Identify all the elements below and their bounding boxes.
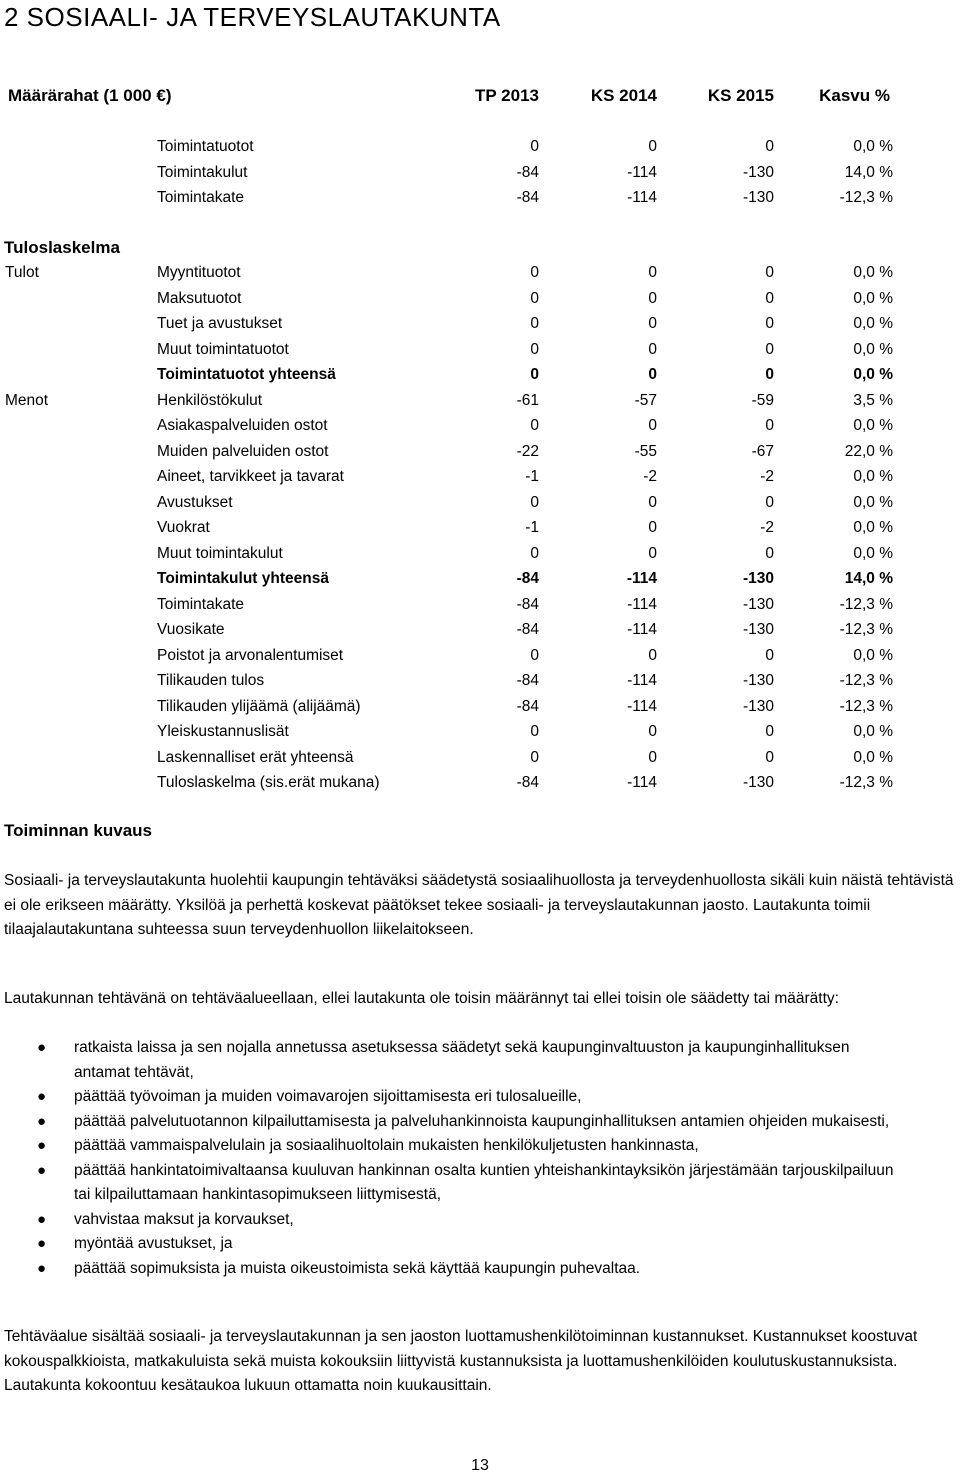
col-header-kasvu: Kasvu %: [819, 86, 890, 105]
cell-tp2013: -84: [516, 621, 539, 638]
cell-ks2014: 0: [648, 138, 657, 155]
cell-tp2013: 0: [530, 315, 539, 332]
list-item: [0, 1085, 894, 1110]
cell-tp2013: -61: [516, 392, 539, 409]
cell-tp2013: -1: [525, 519, 539, 536]
bullet-icon: ●: [37, 1088, 47, 1105]
row-label: Avustukset: [157, 494, 233, 511]
table-row: [0, 745, 960, 770]
cell-ks2014: 0: [648, 519, 657, 536]
cell-ks2014: 0: [648, 749, 657, 766]
list-item: [0, 1110, 894, 1135]
bullet-icon: ●: [37, 1235, 47, 1252]
cell-ks2015: 0: [765, 417, 774, 434]
cell-kasvu: -12,3 %: [839, 672, 893, 689]
cell-tp2013: 0: [530, 647, 539, 664]
bullet-icon: ●: [37, 1137, 47, 1154]
cell-ks2015: -130: [742, 189, 774, 206]
list-item-text: myöntää avustukset, ja: [74, 1235, 233, 1252]
cell-ks2015: -59: [751, 392, 774, 409]
list-item: [0, 1232, 894, 1257]
cell-ks2015: 0: [765, 545, 774, 562]
cell-kasvu: -12,3 %: [839, 596, 893, 613]
cell-ks2014: 0: [648, 545, 657, 562]
cell-ks2015: 0: [765, 290, 774, 307]
cell-kasvu: -12,3 %: [839, 774, 893, 791]
bullet-icon: ●: [37, 1210, 47, 1228]
cell-tp2013: 0: [530, 138, 539, 155]
cell-ks2014: 0: [648, 647, 657, 664]
paragraph-description: Sosiaali- ja terveyslautakunta huolehtii kaupungin tehtäväksi säädetystä sosiaalihuollosta ja terveydenhuollosta sikäli kuin näistä tehtävistä ei ole erikseen määrätty. Yksilöä ja perhettä koskevat päätökset tekee sosiaali- ja terveyslautakunnan jaosto. Lautakunta toimii tilaajalautakuntana suhteessa suun terveydenhuollon liikelaitokseen.: [4, 872, 954, 938]
paragraph-costs: Tehtäväalue sisältää sosiaali- ja terveyslautakunnan ja sen jaoston luottamushenkilötoiminnan kustannukset. Kustannukset koostuvat kokouspalkkioista, matkakuluista sekä muista kokouksiin liittyvistä kustannuksista ja luottamushenkilöiden koulutuskustannuksista. Lautakunta kokoontuu kesätaukoa lukuun ottamatta noin kuukausittain.: [4, 1328, 918, 1394]
cell-ks2015: -130: [742, 596, 774, 613]
row-group: Menot: [5, 392, 49, 409]
table-row: [0, 260, 960, 285]
table-row-total: [0, 566, 960, 591]
cell-ks2015: -130: [742, 672, 774, 689]
cell-kasvu: 0,0 %: [853, 264, 893, 281]
cell-ks2015: 0: [765, 264, 774, 281]
list-item: [0, 1159, 894, 1208]
table-row: [0, 541, 960, 566]
cell-ks2015: -2: [760, 468, 774, 485]
table-row: [0, 134, 960, 159]
cell-kasvu: 0,0 %: [853, 749, 893, 766]
list-item-text: päättää palvelutuotannon kilpailuttamisesta ja palveluhankinnoista kaupunginhallituksen antamien ohjeiden mukaisesti,: [74, 1112, 890, 1130]
bullet-icon: ●: [37, 1161, 47, 1179]
cell-ks2014: 0: [648, 341, 657, 358]
cell-kasvu: 0,0 %: [853, 341, 893, 358]
list-item-text: päättää sopimuksista ja muista oikeustoimista sekä käyttää kaupungin puhevaltaa.: [74, 1259, 641, 1277]
table-row: [0, 413, 960, 438]
row-label: Tuet ja avustukset: [157, 315, 283, 332]
cell-kasvu: -12,3 %: [839, 698, 893, 715]
row-label: Toimintakate: [157, 189, 245, 206]
cell-ks2015: -130: [742, 570, 774, 587]
table-row: [0, 694, 960, 719]
cell-ks2014: 0: [648, 264, 657, 281]
row-label: Henkilöstökulut: [157, 392, 263, 409]
cell-kasvu: 0,0 %: [853, 519, 893, 536]
row-label: Muiden palveluiden ostot: [157, 443, 329, 460]
table-row: [0, 439, 960, 464]
cell-ks2014: -55: [634, 443, 657, 460]
row-label: Aineet, tarvikkeet ja tavarat: [157, 468, 344, 485]
col-header-ks2015: KS 2015: [707, 86, 774, 105]
row-label: Tilikauden tulos: [157, 672, 265, 689]
list-item-text: vahvistaa maksut ja korvaukset,: [74, 1210, 294, 1228]
page-title: 2 SOSIAALI- JA TERVEYSLAUTAKUNTA: [4, 2, 501, 32]
cell-ks2015: -130: [742, 774, 774, 791]
list-item-text: päättää työvoiman ja muiden voimavarojen sijoittamisesta eri tulosalueille,: [74, 1088, 582, 1105]
cell-tp2013: -84: [516, 596, 539, 613]
cell-ks2015: 0: [765, 366, 774, 383]
list-item: [0, 1036, 894, 1085]
cell-tp2013: -84: [516, 189, 539, 206]
cell-kasvu: 0,0 %: [853, 315, 893, 332]
cell-kasvu: 0,0 %: [853, 417, 893, 434]
cell-kasvu: 0,0 %: [853, 290, 893, 307]
cell-kasvu: 0,0 %: [853, 723, 893, 740]
cell-tp2013: -1: [525, 468, 539, 485]
list-item: [0, 1208, 894, 1233]
row-label: Toimintakate: [157, 596, 245, 613]
table-row: [0, 185, 960, 210]
table-row: [0, 770, 960, 795]
row-label: Myyntituotot: [157, 264, 241, 281]
cell-ks2014: -114: [627, 164, 657, 181]
cell-kasvu: 0,0 %: [853, 366, 893, 383]
list-item: [0, 1257, 894, 1282]
row-label: Muut toimintakulut: [157, 545, 283, 562]
paragraph-duties-intro: Lautakunnan tehtävänä on tehtäväalueellaan, ellei lautakunta ole toisin määrännyt tai ellei toisin ole säädetty tai määrätty:: [4, 990, 839, 1007]
cell-kasvu: 14,0 %: [844, 570, 893, 587]
section-title-toiminnan-kuvaus: Toiminnan kuvaus: [4, 821, 152, 840]
row-label: Laskennalliset erät yhteensä: [157, 749, 354, 766]
cell-ks2014: -57: [634, 392, 657, 409]
table-row: [0, 515, 960, 540]
cell-tp2013: 0: [530, 366, 539, 383]
row-label: Asiakaspalveluiden ostot: [157, 417, 328, 434]
row-label: Toimintatuotot: [157, 138, 254, 155]
cell-kasvu: 0,0 %: [853, 647, 893, 664]
row-label: Toimintakulut: [157, 164, 248, 181]
table-row: [0, 719, 960, 744]
cell-tp2013: 0: [530, 749, 539, 766]
table-row: [0, 286, 960, 311]
cell-ks2015: 0: [765, 494, 774, 511]
cell-ks2015: -130: [742, 698, 774, 715]
table-row: [0, 643, 960, 668]
duties-list: [0, 1036, 960, 1281]
cell-ks2015: -2: [760, 519, 774, 536]
table-row: [0, 388, 960, 413]
table-row: [0, 668, 960, 693]
row-group: Tulot: [5, 264, 39, 281]
cell-ks2015: 0: [765, 749, 774, 766]
cell-ks2014: -114: [627, 774, 657, 791]
cell-ks2014: -114: [627, 698, 657, 715]
list-item: [0, 1134, 894, 1159]
row-label: Tuloslaskelma (sis.erät mukana): [157, 774, 380, 791]
cell-kasvu: 3,5 %: [853, 392, 893, 409]
cell-ks2015: 0: [765, 315, 774, 332]
cell-tp2013: -84: [516, 672, 539, 689]
cell-ks2014: -2: [643, 468, 657, 485]
cell-ks2014: 0: [648, 494, 657, 511]
table-row: [0, 160, 960, 185]
cell-ks2014: -114: [626, 570, 657, 587]
cell-tp2013: 0: [530, 341, 539, 358]
row-label: Poistot ja arvonalentumiset: [157, 647, 344, 664]
row-label: Yleiskustannuslisät: [157, 723, 289, 740]
cell-kasvu: -12,3 %: [839, 621, 893, 638]
bullet-icon: ●: [37, 1259, 47, 1277]
cell-kasvu: 0,0 %: [853, 494, 893, 511]
page-number: 13: [471, 1457, 489, 1474]
list-item-text: päättää hankintatoimivaltaansa kuuluvan hankinnan osalta kuntien yhteishankintayksikön järjestämään tarjouskilpailuun tai kilpailuttamaan hankintasopimukseen liittymisestä,: [74, 1161, 894, 1203]
cell-ks2014: 0: [648, 315, 657, 332]
cell-ks2015: 0: [765, 138, 774, 155]
cell-ks2014: 0: [648, 417, 657, 434]
row-label: Toimintakulut yhteensä: [157, 570, 329, 587]
cell-ks2014: 0: [648, 723, 657, 740]
cell-ks2015: 0: [765, 723, 774, 740]
table-row: [0, 337, 960, 362]
row-label: Muut toimintatuotot: [157, 341, 289, 358]
col-header-tp2013: TP 2013: [475, 86, 539, 105]
row-label: Vuokrat: [157, 519, 210, 536]
cell-tp2013: 0: [530, 264, 539, 281]
row-label: Vuosikate: [157, 621, 225, 638]
cell-tp2013: 0: [530, 723, 539, 740]
bullet-icon: ●: [37, 1039, 47, 1056]
table-row: [0, 464, 960, 489]
cell-tp2013: -22: [516, 443, 539, 460]
cell-ks2014: -114: [627, 189, 657, 206]
row-label: Maksutuotot: [157, 290, 242, 307]
cell-kasvu: 0,0 %: [853, 468, 893, 485]
cell-ks2015: 0: [765, 341, 774, 358]
bullet-icon: ●: [37, 1112, 47, 1130]
cell-tp2013: 0: [530, 494, 539, 511]
cell-tp2013: 0: [530, 545, 539, 562]
cell-tp2013: -84: [516, 570, 539, 587]
list-item-text: päättää vammaispalvelulain ja sosiaalihuoltolain mukaisten henkilökuljetusten hankinnasta,: [74, 1137, 699, 1154]
cell-ks2015: -130: [742, 621, 774, 638]
cell-ks2014: -114: [627, 672, 657, 689]
cell-tp2013: -84: [516, 774, 539, 791]
table-row: [0, 490, 960, 515]
cell-ks2014: 0: [648, 366, 657, 383]
table-row: [0, 311, 960, 336]
cell-tp2013: -84: [516, 164, 539, 181]
cell-ks2014: 0: [648, 290, 657, 307]
table-header-label: Määrärahat (1 000 €): [8, 86, 172, 105]
list-item-text: ratkaista laissa ja sen nojalla annetussa asetuksessa säädetyt sekä kaupunginvaltuuston ja kaupunginhallituksen antamat tehtävät,: [74, 1039, 850, 1081]
cell-ks2015: -67: [751, 443, 774, 460]
table-row: [0, 617, 960, 642]
table-row: [0, 592, 960, 617]
cell-ks2014: -114: [627, 596, 657, 613]
table-row-total: [0, 362, 960, 387]
cell-tp2013: 0: [530, 417, 539, 434]
cell-tp2013: -84: [516, 698, 539, 715]
cell-ks2015: -130: [742, 164, 774, 181]
cell-kasvu: 22,0 %: [844, 443, 893, 460]
section-title-tuloslaskelma: Tuloslaskelma: [4, 238, 120, 257]
row-label: Tilikauden ylijäämä (alijäämä): [157, 698, 361, 715]
cell-tp2013: 0: [530, 290, 539, 307]
row-label: Toimintatuotot yhteensä: [157, 366, 336, 383]
cell-kasvu: -12,3 %: [839, 189, 893, 206]
cell-kasvu: 0,0 %: [853, 545, 893, 562]
cell-kasvu: 14,0 %: [844, 164, 893, 181]
cell-ks2015: 0: [765, 647, 774, 664]
col-header-ks2014: KS 2014: [590, 86, 657, 105]
cell-ks2014: -114: [627, 621, 657, 638]
cell-kasvu: 0,0 %: [853, 138, 893, 155]
